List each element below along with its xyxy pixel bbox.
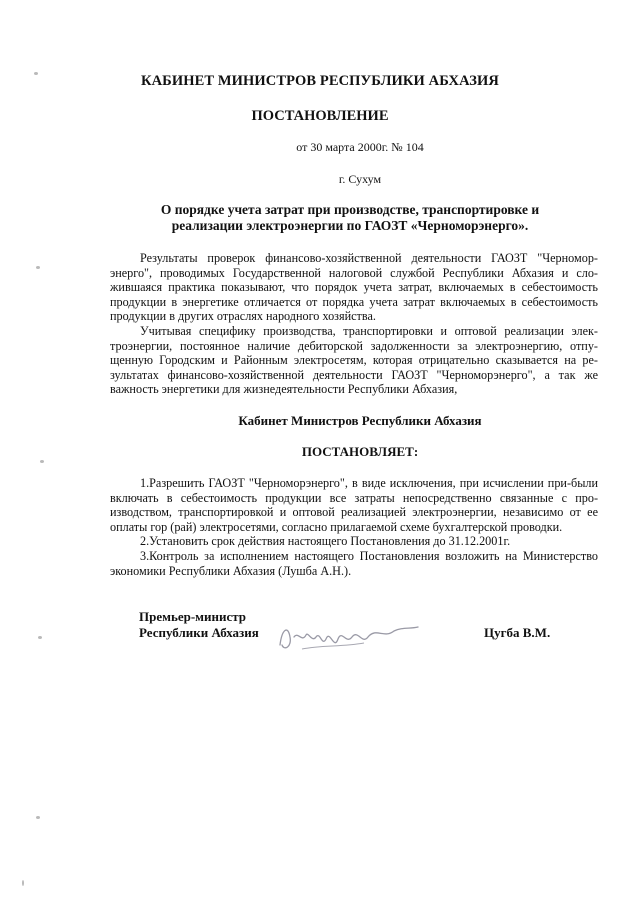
subject-title: [30, 202, 640, 234]
subject-line-2: реализации электроэнергии по ГАОЗТ «Черноморэнерго».: [171, 218, 529, 233]
signatory-title: [139, 609, 259, 641]
signatory-title-line-2: Республики Абхазия: [139, 625, 259, 640]
document-type-heading: ПОСТАНОВЛЕНИЕ: [251, 108, 389, 124]
scan-speck: [34, 72, 38, 75]
resolution-item-3: 3.Контроль за исполнением настоящего Постановления возложить на Министерство экономики Республики Абхазия (Лушба А.Н.).: [110, 549, 598, 578]
resolution-item-1: 1.Разрешить ГАОЗТ "Черноморэнерго", в виде исключения, при исчислении при-были включать в себестоимость продукции все затраты непосредственно связанные с про-изводством, транспортировкой и оптовой реализацией электроэнергии, независимо от ее оплаты гор (рай) электросетями, согласно прилагаемой схеме бухгалтерской проводки.: [110, 476, 598, 534]
resolution-item-2: 2.Установить срок действия настоящего Постановления до 31.12.2001г.: [140, 534, 511, 548]
subject-line-1: О порядке учета затрат при производстве, транспортировке и: [160, 202, 540, 217]
date-number: от 30 марта 2000г. № 104: [296, 140, 424, 154]
scan-speck: [38, 636, 42, 639]
scan-speck: [22, 880, 24, 886]
city: г. Сухум: [338, 172, 382, 186]
issuer-heading: Кабинет Министров Республики Абхазия: [238, 413, 482, 428]
organization-heading: КАБИНЕТ МИНИСТРОВ РЕСПУБЛИКИ АБХАЗИЯ: [140, 73, 500, 89]
scan-speck: [36, 266, 40, 269]
handwritten-signature-icon: [272, 615, 422, 657]
scan-speck: [36, 816, 40, 819]
body-paragraph-1: Результаты проверок финансово-хозяйственной деятельности ГАОЗТ "Черномор-энерго", проводимых Государственной налоговой службой Республики Абхазия и сло-жившаяся практика показывают, что порядок учета затрат, включаемых в себестоимость продукции в энергетике отличается от порядка учета затрат включаемых в себестоимость продукции в других отраслях народного хозяйства.: [110, 251, 598, 324]
signatory-name: Цугба В.М.: [484, 625, 551, 640]
scan-speck: [40, 460, 44, 463]
body-paragraph-2: Учитывая специфику производства, транспортировки и оптовой реализации элек-троэнергии, постоянное наличие дебиторской задолженности за электроэнергию, отпу-щенную Городским и Районным электросетям, которая отрицательно сказывается на ре-зультатах финансово-хозяйственной деятельности ГАОЗТ "Черноморэнерго", а так же важность энергетики для жизнедеятельности Республики Абхазия,: [110, 324, 598, 397]
decree-verb: ПОСТАНОВЛЯЕТ:: [301, 444, 419, 459]
signatory-title-line-1: Премьер-министр: [139, 609, 247, 624]
